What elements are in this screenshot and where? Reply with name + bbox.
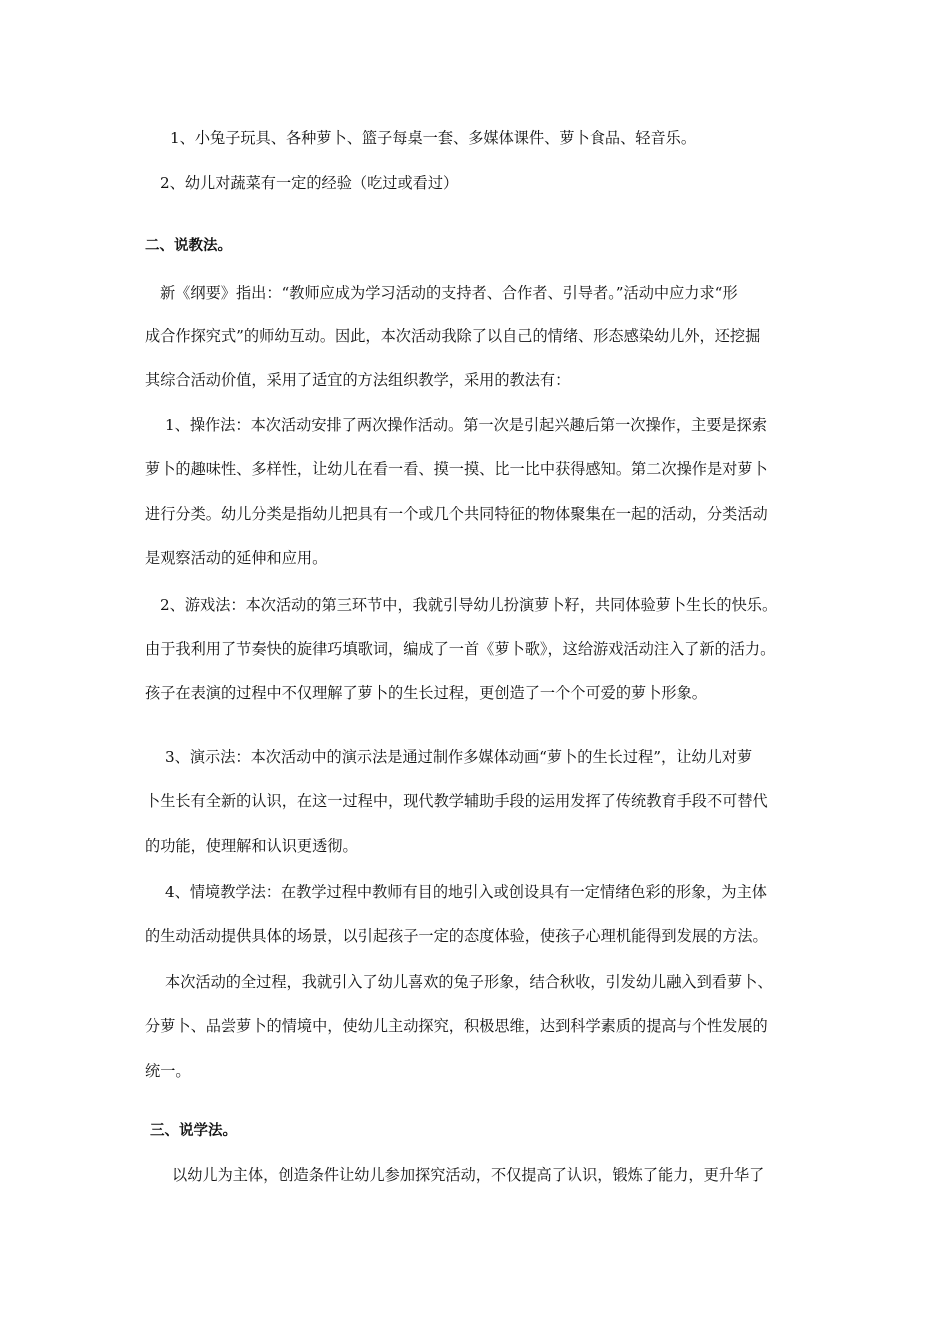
paragraph-line: 成合作探究式”的师幼互动。因此，本次活动我除了以自己的情绪、形态感染幼儿外，还挖掘 [145, 327, 761, 345]
paragraph-line: 其综合活动价值，采用了适宜的方法组织教学，采用的教法有： [145, 371, 571, 389]
paragraph-line: 统一。 [145, 1062, 191, 1080]
paragraph-line: 4、情境教学法：在教学过程中教师有目的地引入或创设具有一定情绪色彩的形象，为主体 [165, 883, 767, 901]
paragraph-line: 分萝卜、品尝萝卜的情境中，使幼儿主动探究，积极思维，达到科学素质的提高与个性发展的 [145, 1017, 768, 1035]
paragraph-line: 的生动活动提供具体的场景，以引起孩子一定的态度体验，使孩子心理机能得到发展的方法。 [145, 927, 768, 945]
prep-item-2: 2、幼儿对蔬菜有一定的经验（吃过或看过） [160, 174, 459, 192]
paragraph-line: 1、操作法：本次活动安排了两次操作活动。第一次是引起兴趣后第一次操作，主要是探索 [165, 416, 767, 434]
paragraph-line: 萝卜的趣味性、多样性，让幼儿在看一看、摸一摸、比一比中获得感知。第二次操作是对萝卜 [145, 460, 768, 478]
paragraph-line: 以幼儿为主体，创造条件让幼儿参加探究活动，不仅提高了认识，锻炼了能力，更升华了 [172, 1166, 765, 1184]
paragraph-line: 是观察活动的延伸和应用。 [145, 549, 328, 567]
paragraph-line: 2、游戏法：本次活动的第三环节中，我就引导幼儿扮演萝卜籽，共同体验萝卜生长的快乐。 [160, 596, 778, 614]
paragraph-line: 孩子在表演的过程中不仅理解了萝卜的生长过程，更创造了一个个可爱的萝卜形象。 [145, 684, 707, 702]
paragraph-line: 由于我利用了节奏快的旋律巧填歌词，编成了一首《萝卜歌》，这给游戏活动注入了新的活力。 [145, 640, 776, 658]
section-2-heading: 二、说教法。 [145, 238, 232, 254]
prep-item-1: 1、小兔子玩具、各种萝卜、篮子每桌一套、多媒体课件、萝卜食品、轻音乐。 [170, 129, 697, 147]
paragraph-line: 新《纲要》指出：“教师应成为学习活动的支持者、合作者、引导者。”活动中应力求“形 [160, 284, 738, 302]
paragraph-line: 本次活动的全过程，我就引入了幼儿喜欢的兔子形象，结合秋收，引发幼儿融入到看萝卜、 [165, 973, 773, 991]
paragraph-line: 卜生长有全新的认识，在这一过程中，现代教学辅助手段的运用发挥了传统教育手段不可替代 [145, 792, 768, 810]
paragraph-line: 进行分类。幼儿分类是指幼儿把具有一个或几个共同特征的物体聚集在一起的活动，分类活动 [145, 505, 768, 523]
section-3-heading: 三、说学法。 [150, 1123, 237, 1139]
paragraph-line: 的功能，使理解和认识更透彻。 [145, 837, 358, 855]
paragraph-line: 3、演示法：本次活动中的演示法是通过制作多媒体动画“萝卜的生长过程”，让幼儿对萝 [165, 748, 753, 766]
